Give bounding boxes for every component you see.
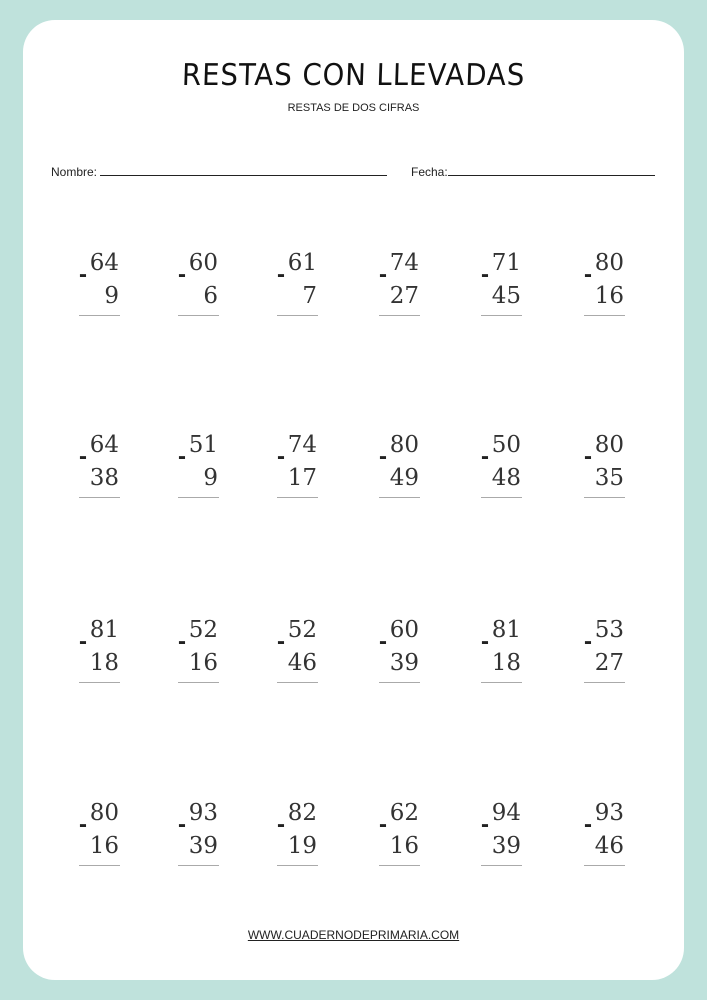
answer-line: [79, 682, 120, 683]
subtraction-problem: [79, 799, 139, 879]
subtraction-problem: [79, 616, 139, 696]
footer-url[interactable]: WWW.CUADERNODEPRIMARIA.COM: [247, 928, 460, 942]
answer-line: [178, 682, 219, 683]
minus-sign: -: [584, 811, 592, 838]
minus-sign: -: [584, 628, 592, 655]
minus-sign: -: [379, 628, 387, 655]
minuend: 80: [89, 800, 119, 826]
answer-line: [277, 682, 318, 683]
subtrahend: 17: [287, 465, 317, 491]
minuend: 52: [188, 617, 218, 643]
minus-sign: -: [79, 443, 87, 470]
minus-sign: -: [178, 443, 186, 470]
minus-sign: -: [481, 628, 489, 655]
subtrahend: 39: [491, 833, 521, 859]
subtraction-problem: [584, 249, 644, 329]
subtraction-problem: [584, 799, 644, 879]
minus-sign: -: [178, 628, 186, 655]
answer-line: [277, 497, 318, 498]
minuend: 81: [491, 617, 521, 643]
minuend: 80: [594, 432, 624, 458]
minus-sign: -: [379, 261, 387, 288]
answer-line: [277, 315, 318, 316]
subtraction-problem: [277, 249, 337, 329]
minus-sign: -: [79, 628, 87, 655]
subtraction-problem: [277, 799, 337, 879]
answer-line: [584, 865, 625, 866]
answer-line: [481, 682, 522, 683]
answer-line: [379, 315, 420, 316]
subtraction-problem: [379, 799, 439, 879]
subtraction-problem: [178, 616, 238, 696]
minuend: 61: [287, 250, 317, 276]
minus-sign: -: [584, 261, 592, 288]
minuend: 52: [287, 617, 317, 643]
minuend: 64: [89, 432, 119, 458]
subtrahend: 48: [491, 465, 521, 491]
subtrahend: 49: [389, 465, 419, 491]
subtrahend: 6: [203, 283, 218, 309]
answer-line: [178, 315, 219, 316]
subtrahend: 46: [594, 833, 624, 859]
minuend: 51: [188, 432, 218, 458]
minuend: 53: [594, 617, 624, 643]
subtrahend: 18: [491, 650, 521, 676]
subtraction-problem: [379, 616, 439, 696]
subtraction-problem: [481, 616, 541, 696]
minus-sign: -: [178, 261, 186, 288]
subtrahend: 39: [389, 650, 419, 676]
minuend: 94: [491, 800, 521, 826]
minuend: 93: [594, 800, 624, 826]
answer-line: [481, 865, 522, 866]
subtrahend: 45: [491, 283, 521, 309]
minuend: 80: [594, 250, 624, 276]
subtrahend: 16: [188, 650, 218, 676]
answer-line: [79, 497, 120, 498]
minus-sign: -: [277, 261, 285, 288]
subtrahend: 27: [594, 650, 624, 676]
answer-line: [277, 865, 318, 866]
answer-line: [481, 497, 522, 498]
minuend: 62: [389, 800, 419, 826]
answer-line: [584, 315, 625, 316]
minuend: 50: [491, 432, 521, 458]
minuend: 82: [287, 800, 317, 826]
subtraction-problem: [79, 431, 139, 511]
subtrahend: 35: [594, 465, 624, 491]
minus-sign: -: [481, 811, 489, 838]
minuend: 74: [287, 432, 317, 458]
minus-sign: -: [277, 443, 285, 470]
subtraction-problem: [584, 616, 644, 696]
subtrahend: 16: [389, 833, 419, 859]
subtrahend: 16: [89, 833, 119, 859]
minus-sign: -: [481, 261, 489, 288]
minuend: 81: [89, 617, 119, 643]
date-label: Fecha:: [411, 165, 448, 179]
subtraction-problem: [178, 431, 238, 511]
answer-line: [379, 865, 420, 866]
subtraction-problem: [277, 431, 337, 511]
subtrahend: 7: [302, 283, 317, 309]
subtrahend: 9: [203, 465, 218, 491]
subtrahend: 19: [287, 833, 317, 859]
worksheet-subtitle: RESTAS DE DOS CIFRAS: [287, 102, 420, 114]
answer-line: [584, 497, 625, 498]
subtrahend: 46: [287, 650, 317, 676]
answer-line: [481, 315, 522, 316]
subtrahend: 16: [594, 283, 624, 309]
name-label: Nombre:: [51, 165, 98, 179]
subtrahend: 18: [89, 650, 119, 676]
minuend: 60: [389, 617, 419, 643]
subtraction-problem: [178, 249, 238, 329]
subtrahend: 38: [89, 465, 119, 491]
answer-line: [79, 315, 120, 316]
minuend: 64: [89, 250, 119, 276]
minus-sign: -: [379, 811, 387, 838]
answer-line: [178, 497, 219, 498]
answer-line: [178, 865, 219, 866]
footer-link[interactable]: [0, 928, 707, 942]
subtraction-problem: [277, 616, 337, 696]
minus-sign: -: [79, 811, 87, 838]
answer-line: [379, 497, 420, 498]
subtraction-problem: [379, 431, 439, 511]
subtraction-problem: [481, 249, 541, 329]
subtraction-problem: [178, 799, 238, 879]
subtrahend: 39: [188, 833, 218, 859]
subtraction-problem: [584, 431, 644, 511]
minus-sign: -: [178, 811, 186, 838]
answer-line: [584, 682, 625, 683]
subtrahend: 27: [389, 283, 419, 309]
minus-sign: -: [79, 261, 87, 288]
minus-sign: -: [277, 628, 285, 655]
subtraction-problem: [481, 799, 541, 879]
minus-sign: -: [584, 443, 592, 470]
minuend: 60: [188, 250, 218, 276]
minus-sign: -: [379, 443, 387, 470]
minus-sign: -: [481, 443, 489, 470]
subtraction-problem: [481, 431, 541, 511]
subtraction-problem: [379, 249, 439, 329]
worksheet-title: RESTAS CON LLEVADAS: [181, 58, 526, 93]
minuend: 93: [188, 800, 218, 826]
subtraction-problem: [79, 249, 139, 329]
minuend: 80: [389, 432, 419, 458]
minuend: 74: [389, 250, 419, 276]
answer-line: [79, 865, 120, 866]
minus-sign: -: [277, 811, 285, 838]
minuend: 71: [491, 250, 521, 276]
subtrahend: 9: [104, 283, 119, 309]
answer-line: [379, 682, 420, 683]
